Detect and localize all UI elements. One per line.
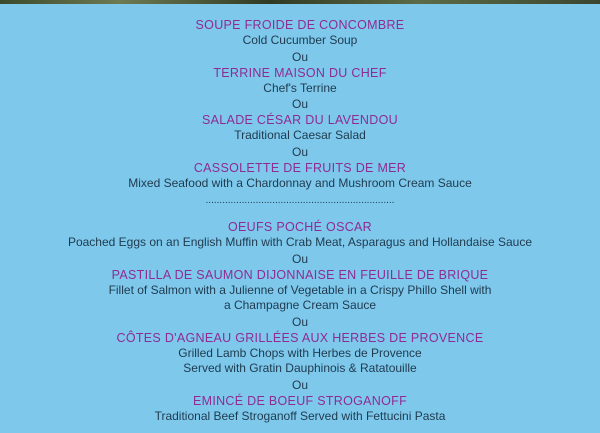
dish-title-fr: CÔTES D'AGNEAU GRILLÉES AUX HERBES DE PROVENCE	[116, 330, 484, 345]
dish-description-en: Grilled Lamb Chops with Herbes de Provence	[178, 345, 422, 360]
section-separator: ....................................................................	[205, 195, 395, 206]
dish-description-en: Mixed Seafood with a Chardonnay and Mushroom Cream Sauce	[128, 175, 472, 190]
or-label: Ou	[291, 97, 308, 111]
dish-title-fr: SOUPE FROIDE DE CONCOMBRE	[195, 18, 405, 32]
or-label: Ou	[291, 314, 308, 329]
dish-description-en: Traditional Beef Stroganoff Served with Fettucini Pasta	[154, 408, 446, 423]
dish-description-en: Chef's Terrine	[263, 80, 337, 95]
dish-title-fr: OEUFS POCHÉ OSCAR	[227, 220, 372, 234]
or-label: Ou	[291, 377, 308, 392]
or-label: Ou	[291, 251, 308, 266]
or-label: Ou	[291, 49, 308, 64]
header-image-strip	[0, 0, 600, 4]
dish-description-en: Fillet of Salmon with a Julienne of Vegetable in a Crispy Phillo Shell with	[108, 282, 492, 297]
menu-list	[0, 17, 600, 424]
dish-title-fr: TERRINE MAISON DU CHEF	[213, 65, 387, 80]
or-label: Ou	[291, 144, 308, 159]
dish-title-fr: PASTILLA DE SAUMON DIJONNAISE EN FEUILLE DE BRIQUE	[111, 267, 489, 282]
dish-description-en: Cold Cucumber Soup	[242, 33, 358, 47]
dish-description-en: Poached Eggs on an English Muffin with Crab Meat, Asparagus and Hollandaise Sauce	[67, 235, 533, 249]
dish-title-fr: CASSOLETTE DE FRUITS DE MER	[193, 160, 407, 175]
dish-description-en: Traditional Caesar Salad	[234, 128, 366, 142]
dish-title-fr: SALADE CÉSAR DU LAVENDOU	[202, 113, 398, 127]
dish-description-en: a Champagne Cream Sauce	[223, 298, 377, 312]
dish-title-fr: EMINCÉ DE BOEUF STROGANOFF	[192, 393, 408, 408]
dish-description-en: Served with Gratin Dauphinois & Ratatouille	[183, 361, 417, 375]
